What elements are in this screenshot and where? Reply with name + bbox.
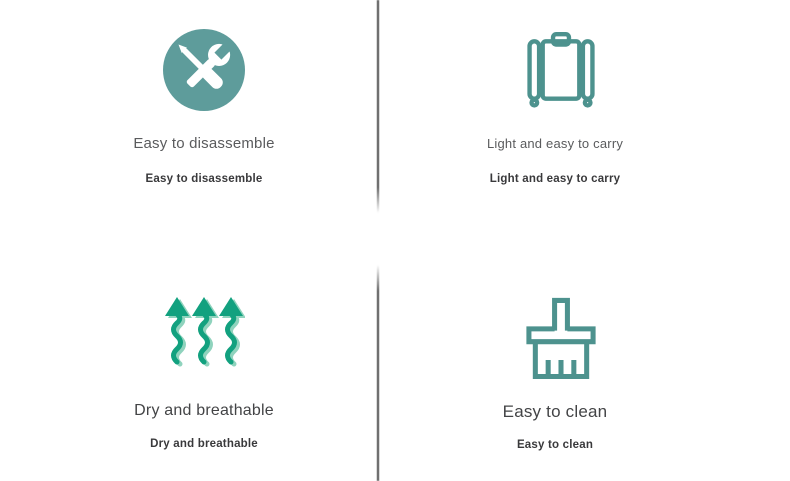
feature-card-breathable — [58, 288, 350, 452]
vertical-divider-bottom — [377, 265, 379, 481]
feature-subtitle: Dry and breathable — [150, 438, 258, 451]
feature-card-clean — [409, 294, 701, 453]
tools-icon — [163, 29, 245, 111]
feature-subtitle: Easy to clean — [516, 439, 594, 452]
suitcase-icon — [521, 31, 601, 109]
feature-title: Easy to clean — [502, 402, 608, 421]
feature-card-disassemble — [58, 29, 350, 187]
brush-icon — [524, 294, 598, 382]
wavy-arrows-icon — [163, 288, 245, 368]
vertical-divider-top — [377, 0, 379, 213]
feature-title: Easy to disassemble — [133, 135, 275, 152]
feature-title: Light and easy to carry — [486, 136, 624, 151]
feature-title: Dry and breathable — [134, 402, 274, 419]
feature-card-carry — [409, 31, 701, 186]
feature-subtitle: Light and easy to carry — [489, 172, 621, 185]
feature-subtitle: Easy to disassemble — [145, 173, 263, 185]
